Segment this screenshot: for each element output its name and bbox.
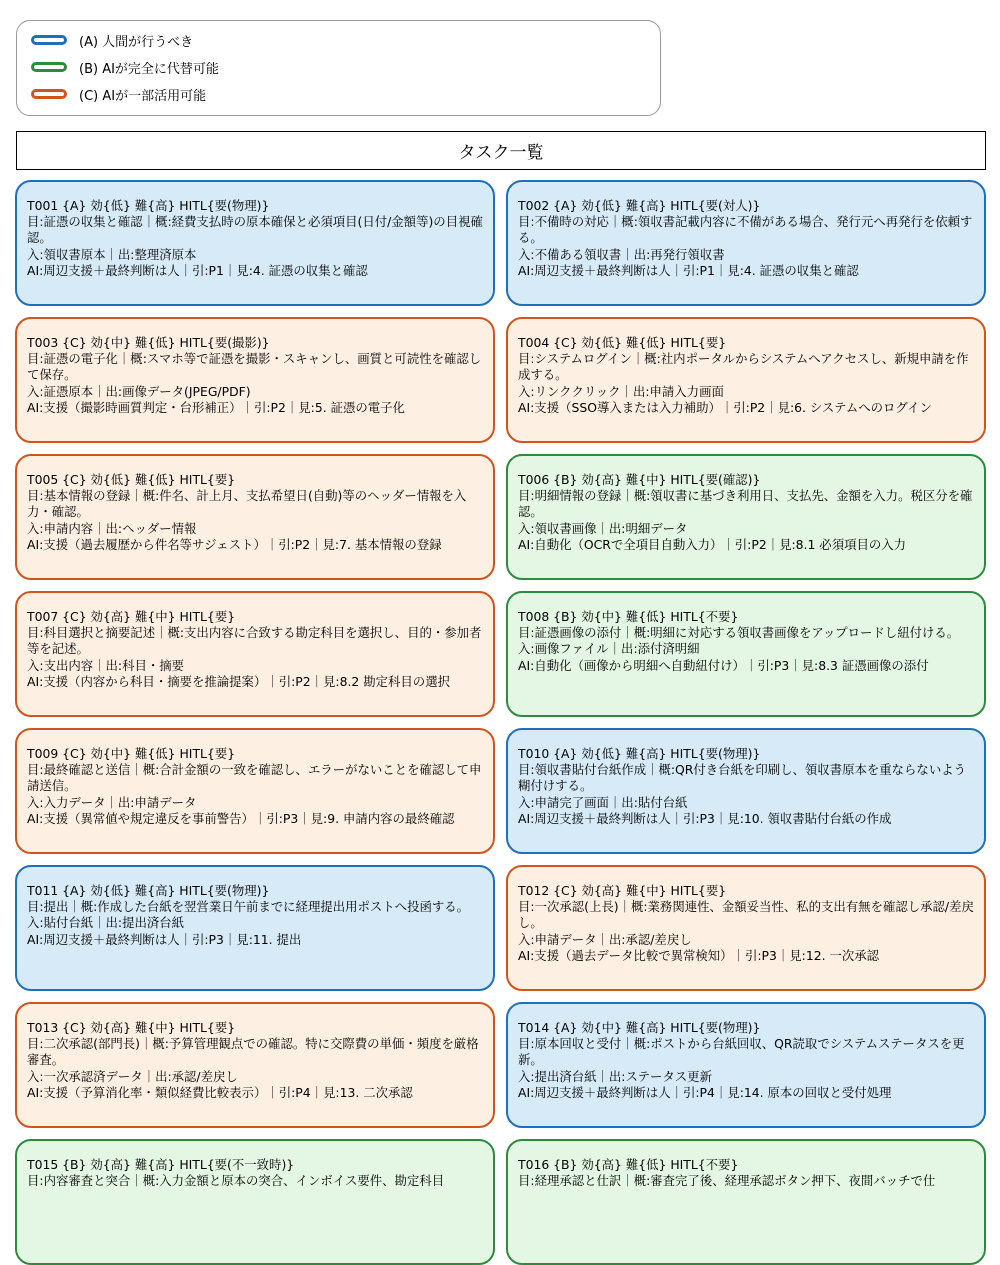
legend-swatch-b: [31, 62, 67, 72]
task-purpose: 目:証憑の収集と確認｜概:経費支払時の原本確保と必須項目(日付/金額等)の目視確認。: [27, 214, 483, 246]
task-purpose: 目:証憑画像の添付｜概:明細に対応する領収書画像をアップロードし紐付ける。: [518, 625, 960, 641]
task-purpose: 目:領収書貼付台紙作成｜概:QR付き台紙を印刷し、領収書原本を重ならないよう糊付けする。: [518, 762, 966, 794]
task-card: [506, 728, 986, 854]
task-card: [506, 317, 986, 443]
task-purpose: 目:一次承認(上長)｜概:業務関連性、金額妥当性、私的支出有無を確認し承認/差戻し。: [518, 899, 974, 931]
legend: [16, 20, 661, 116]
task-card: [506, 1139, 986, 1265]
task-io: 入:一次承認済データ｜出:承認/差戻し: [27, 1068, 238, 1084]
task-ai: AI:支援（内容から科目・摘要を推論提案）｜引:P2｜見:8.2 勘定科目の選択: [27, 673, 450, 689]
task-header: T014 {A} 効{中} 難{高} HITL{要(物理)}: [518, 1020, 761, 1035]
legend-swatch-a: [31, 35, 67, 45]
legend-item-c: [31, 84, 206, 104]
legend-item-b: [31, 57, 219, 77]
task-card: [506, 454, 986, 580]
task-card: [506, 1002, 986, 1128]
task-purpose: 目:システムログイン｜概:社内ポータルからシステムへアクセスし、新規申請を作成する。: [518, 351, 969, 383]
task-io: 入:申請内容｜出:ヘッダー情報: [27, 520, 197, 536]
task-header: T008 {B} 効{中} 難{低} HITL{不要}: [518, 609, 739, 624]
task-card: [15, 865, 495, 991]
task-header: T010 {A} 効{低} 難{高} HITL{要(物理)}: [518, 746, 761, 761]
task-card: [15, 1002, 495, 1128]
task-header: T004 {C} 効{低} 難{低} HITL{要}: [518, 335, 727, 350]
task-header: T012 {C} 効{高} 難{中} HITL{要}: [518, 883, 727, 898]
task-purpose: 目:科目選択と摘要記述｜概:支出内容に合致する勘定科目を選択し、目的・参加者等を記述。: [27, 625, 482, 657]
task-purpose: 目:不備時の対応｜概:領収書記載内容に不備がある場合、発行元へ再発行を依頼する。: [518, 214, 973, 246]
legend-swatch-c: [31, 89, 67, 99]
task-purpose: 目:原本回収と受付｜概:ポストから台紙回収、QR読取でシステムステータスを更新。: [518, 1036, 965, 1068]
legend-label-b: (B) AIが完全に代替可能: [79, 61, 219, 77]
task-card: [15, 180, 495, 306]
task-io: 入:領収書画像｜出:明細データ: [518, 520, 688, 536]
task-ai: AI:周辺支援＋最終判断は人｜引:P3｜見:11. 提出: [27, 931, 302, 947]
task-header: T013 {C} 効{高} 難{中} HITL{要}: [27, 1020, 236, 1035]
legend-label-c: (C) AIが一部活用可能: [79, 88, 207, 104]
task-header: T003 {C} 効{中} 難{低} HITL{要(撮影)}: [27, 335, 270, 350]
task-card: [15, 454, 495, 580]
task-io: 入:支出内容｜出:科目・摘要: [27, 657, 185, 673]
task-header: T006 {B} 効{高} 難{中} HITL{要(確認)}: [518, 472, 761, 487]
task-card: [15, 728, 495, 854]
task-ai: AI:周辺支援＋最終判断は人｜引:P3｜見:10. 領収書貼付台紙の作成: [518, 810, 892, 826]
task-ai: AI:自動化（OCRで全項目自動入力）｜引:P2｜見:8.1 必須項目の入力: [518, 536, 907, 552]
task-io: 入:領収書原本｜出:整理済原本: [27, 246, 197, 262]
task-purpose: 目:証憑の電子化｜概:スマホ等で証憑を撮影・スキャンし、画質と可読性を確認して保存。: [27, 351, 482, 383]
task-io: 入:提出済台紙｜出:ステータス更新: [518, 1068, 712, 1084]
task-ai: AI:支援（予算消化率・類似経費比較表示）｜引:P4｜見:13. 二次承認: [27, 1084, 413, 1100]
task-header: T002 {A} 効{低} 難{高} HITL{要(対人)}: [518, 198, 761, 213]
task-header: T007 {C} 効{高} 難{中} HITL{要}: [27, 609, 236, 624]
legend-item-a: [31, 30, 193, 50]
task-io: 入:不備ある領収書｜出:再発行領収書: [518, 246, 725, 262]
task-card: [506, 865, 986, 991]
task-header: T016 {B} 効{高} 難{低} HITL{不要}: [518, 1157, 739, 1172]
task-ai: AI:支援（過去履歴から件名等サジェスト）｜引:P2｜見:7. 基本情報の登録: [27, 536, 442, 552]
task-header: T005 {C} 効{低} 難{低} HITL{要}: [27, 472, 236, 487]
task-card: [15, 1139, 495, 1265]
task-header: T009 {C} 効{中} 難{低} HITL{要}: [27, 746, 236, 761]
task-io: 入:リンククリック｜出:申請入力画面: [518, 383, 724, 399]
task-card: [506, 591, 986, 717]
task-card: [15, 591, 495, 717]
task-ai: AI:支援（異常値や規定違反を事前警告）｜引:P3｜見:9. 申請内容の最終確認: [27, 810, 455, 826]
task-io: 入:申請完了画面｜出:貼付台紙: [518, 794, 688, 810]
task-header: T001 {A} 効{低} 難{高} HITL{要(物理)}: [27, 198, 270, 213]
task-ai: AI:周辺支援＋最終判断は人｜引:P1｜見:4. 証憑の収集と確認: [27, 262, 368, 278]
task-card: [506, 180, 986, 306]
task-io: 入:証憑原本｜出:画像データ(JPEG/PDF): [27, 383, 251, 399]
task-io: 入:入力データ｜出:申請データ: [27, 794, 197, 810]
task-ai: AI:周辺支援＋最終判断は人｜引:P1｜見:4. 証憑の収集と確認: [518, 262, 859, 278]
task-purpose: 目:最終確認と送信｜概:合計金額の一致を確認し、エラーがないことを確認して申請送信。: [27, 762, 482, 794]
task-purpose: 目:内容審査と突合｜概:入力金額と原本の突合、インボイス要件、勘定科目: [27, 1173, 445, 1189]
task-ai: AI:支援（過去データ比較で異常検知）｜引:P3｜見:12. 一次承認: [518, 947, 880, 963]
task-ai: AI:支援（撮影時画質判定・台形補正）｜引:P2｜見:5. 証憑の電子化: [27, 399, 405, 415]
task-purpose: 目:提出｜概:作成した台紙を翌営業日午前までに経理提出用ポストへ投函する。: [27, 899, 470, 915]
task-io: 入:貼付台紙｜出:提出済台紙: [27, 915, 185, 931]
task-io: 入:申請データ｜出:承認/差戻し: [518, 931, 692, 947]
section-title: タスク一覧: [16, 131, 986, 170]
task-purpose: 目:基本情報の登録｜概:件名、計上月、支払希望日(自動)等のヘッダー情報を入力・確認。: [27, 488, 467, 520]
task-ai: AI:自動化（画像から明細へ自動紐付け）｜引:P3｜見:8.3 証憑画像の添付: [518, 657, 929, 673]
task-purpose: 目:明細情報の登録｜概:領収書に基づき利用日、支払先、金額を入力。税区分を確認。: [518, 488, 973, 520]
legend-label-a: (A) 人間が行うべき: [79, 34, 194, 50]
task-ai: AI:支援（SSO導入または入力補助）｜引:P2｜見:6. システムへのログイン: [518, 399, 932, 415]
task-header: T011 {A} 効{低} 難{高} HITL{要(物理)}: [27, 883, 270, 898]
task-ai: AI:周辺支援＋最終判断は人｜引:P4｜見:14. 原本の回収と受付処理: [518, 1084, 892, 1100]
task-card: [15, 317, 495, 443]
task-header: T015 {B} 効{高} 難{高} HITL{要(不一致時)}: [27, 1157, 295, 1172]
task-purpose: 目:二次承認(部門長)｜概:予算管理観点での確認。特に交際費の単価・頻度を厳格審査。: [27, 1036, 479, 1068]
task-io: 入:画像ファイル｜出:添付済明細: [518, 641, 700, 657]
task-purpose: 目:経理承認と仕訳｜概:審査完了後、経理承認ボタン押下、夜間バッチで仕: [518, 1173, 936, 1189]
